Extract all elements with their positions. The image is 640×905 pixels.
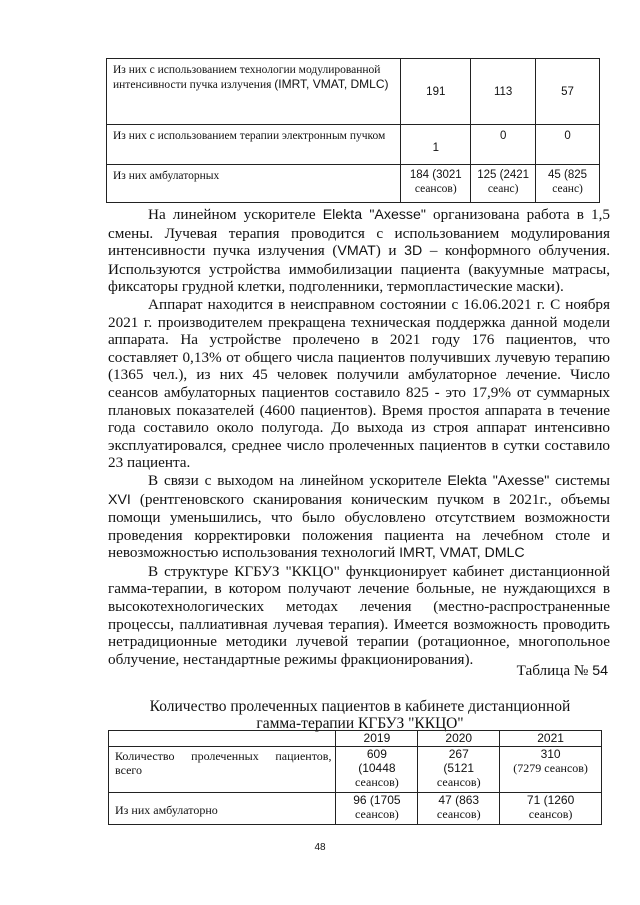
cell-line: 267 (448, 747, 469, 761)
text-run: (рентгеновского сканирования коническим пучком в 2021г., объемы помощи уменьшились, что было обусловлено отсутствием возможности проведения корректировки положения пациента на лечебном столе и невозможностью использования технологий (108, 490, 610, 562)
table-cell-label: Из них амбулаторно (109, 793, 336, 825)
paragraph-elekta-setup (108, 206, 610, 296)
cell-line: 310 (540, 747, 561, 761)
table-row (107, 59, 600, 125)
table-number-prefix: Таблица № (516, 662, 593, 679)
paragraph-gamma-therapy: В структуре КГБУЗ "ККЦО" функционирует кабинет дистанционной гамма-терапии, в котором получают лечение больные, не нуждающихся в высокотехнологических методах лечения (местно-распространенные процессы, паллиативная лучевая терапия). Имеется возможность проводить нетрадиционные методики лучевой терапии (ротационное, многопольное облучение, нестандартные режимы фракционирования). (108, 562, 610, 668)
cell-line: 125 (2421 (477, 169, 530, 181)
cell-line: 71 (1260 (526, 793, 575, 807)
cell-line: сеансов) (436, 807, 481, 821)
caption-line: гамма-терапии КГБУЗ "ККЦО" (256, 715, 464, 732)
cell-line: сеансов) (355, 775, 399, 789)
cell-line: Количество пролеченных пациентов, (115, 749, 332, 763)
cell-line: 96 (1705 (353, 793, 401, 807)
table-cell-value (500, 747, 602, 793)
table-row (109, 793, 602, 825)
paragraph-xvi-failure (108, 472, 610, 563)
table-bottom (108, 730, 602, 825)
table-row (109, 747, 602, 793)
table-header-year: 2021 (500, 731, 602, 747)
cell-line: сеанс) (487, 183, 519, 195)
cell-line: сеанс) (552, 183, 583, 195)
cell-line: 184 (3021 (409, 169, 462, 181)
table-cell-value (536, 165, 600, 203)
text-run: Elekta "Axesse" (322, 207, 426, 223)
table-header-row (109, 731, 602, 747)
caption-line: Количество пролеченных пациентов в кабинете дистанционной (149, 698, 571, 715)
text-run: организована работа в 1,5 смены. Лучевая терапия проводится с использованием модулирования интенсивности пучка излучения ( (108, 206, 610, 260)
cell-line: всего (115, 763, 143, 777)
body-text (108, 206, 610, 668)
table-number (517, 662, 608, 680)
cell-line: (10448 (358, 761, 396, 775)
table-cell-value: 113 (471, 59, 536, 125)
text-run: ) и (375, 242, 405, 260)
text-run: VMAT (337, 243, 376, 260)
text-run: В связи с выходом на линейном ускорителе (148, 471, 448, 489)
text-run: Elekta "Axesse" (447, 472, 550, 489)
table-cell-value: 191 (401, 59, 471, 125)
table-header-empty (109, 731, 336, 747)
table-caption (108, 698, 612, 732)
text-run: 3D (404, 243, 423, 260)
cell-line: сеансов) (414, 183, 457, 195)
table-cell-label (109, 747, 336, 793)
table-cell-value: 0 (471, 125, 536, 165)
cell-line: 609 (366, 747, 387, 761)
cell-line: 45 (825 (548, 169, 588, 181)
table-cell-value (418, 793, 500, 825)
table-row (107, 165, 600, 203)
table-cell-label (107, 59, 401, 125)
table-number-value: 54 (592, 663, 608, 679)
table-cell-label: Из них с использованием терапии электронным пучком (107, 125, 401, 165)
text-run: IMRT, VMAT, DMLC (399, 545, 525, 562)
cell-line: сеансов) (436, 775, 481, 789)
cell-line: 47 (863 (438, 793, 480, 807)
cell-line: сеансов) (355, 807, 399, 821)
text-run: системы (549, 471, 610, 489)
cell-line: (5121 (443, 761, 475, 775)
table-cell-label: Из них амбулаторных (107, 165, 401, 203)
table-header-year: 2020 (418, 731, 500, 747)
table-cell-value (336, 793, 418, 825)
table-cell-value (471, 165, 536, 203)
text-run: – конформного облучения. Используются устройства иммобилизации пациента (вакуумные матрасы, фиксаторы грудной клетки, подголенники, термопластические маски). (108, 242, 611, 296)
table-cell-value (336, 747, 418, 793)
table-cell-value: 0 (536, 125, 600, 165)
page-number: 48 (314, 842, 326, 853)
text-run: XVI (108, 491, 131, 508)
paragraph-device-status: Аппарат находится в неисправном состоянии с 16.06.2021 г. С ноября 2021 г. производителем прекращена техническая поддержка данной модели аппарата. На устройстве пролечено в 2021 году 176 пациентов, что составляет 0,13% от общего числа пациентов получивших лучевую терапию (1365 чел.), из них 45 человек получили амбулаторное лечение. Число сеансов амбулаторных пациентов составило 825 - это 17,9% от суммарных плановых показателей (4600 пациентов). Время простоя аппарата в течение года составило около полугода. До выхода из строя аппарат интенсивно эксплуатировался, среднее число пролеченных пациентов в сутки составило 23 пациента. (108, 295, 610, 472)
text-run: На линейном ускорителе (148, 206, 323, 223)
table-cell-value: 1 (401, 125, 471, 165)
table-cell-value (500, 793, 602, 825)
table-cell-value (418, 747, 500, 793)
cell-line: сеансов) (528, 807, 573, 821)
table-row (107, 125, 600, 165)
table-header-year: 2019 (336, 731, 418, 747)
cell-line: (7279 сеансов) (513, 761, 588, 775)
table-cell-value (401, 165, 471, 203)
cell-text: (IMRT, VMAT, DMLC) (274, 77, 389, 91)
table-top (106, 58, 600, 203)
cell-text: Из них с использованием технологии модулированной интенсивности пучка излучения (113, 64, 381, 91)
table-cell-value: 57 (536, 59, 600, 125)
